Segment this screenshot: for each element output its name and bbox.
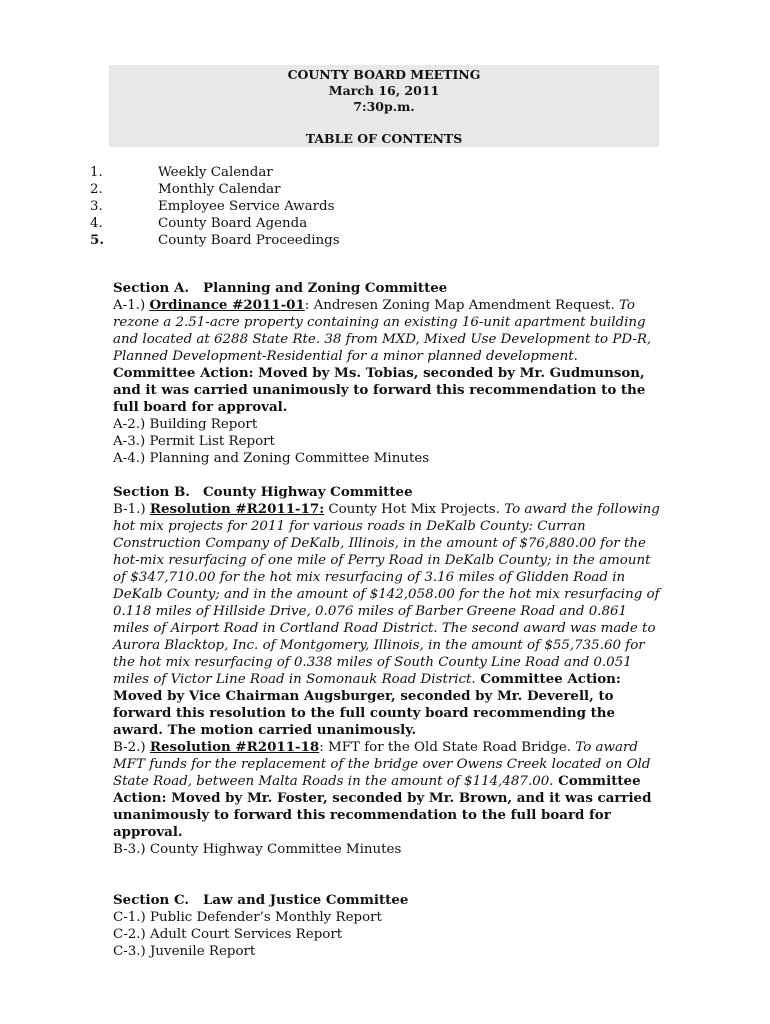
section-label: Section B. xyxy=(113,484,190,500)
item-prefix: B-2.) xyxy=(113,740,150,755)
item-description: To award the following hot mix projects for 2011 for various roads in DeKalb County: Curran Construction Company of DeKalb, Illinois, in the amount of $76,880.00 for the hot-mix resurfacing of one mile of Perry Road in DeKalb County; in the amount of $347,710.00 for the hot mix resurfacing of 3.16 miles of Glidden Road in DeKalb County; and in the amount of $142,058.00 for the hot mix resurfacing of 0.118 miles of Hillside Drive, 0.076 miles of Barber Greene Road and 0.861 miles of Airport Road in Cortland Road District. The second award was made to Aurora Blacktop, Inc. of Montgomery, Illinois, in the amount of $55,735.60 for the hot mix resurfacing of 0.338 miles of South County Line Road and 0.051 miles of Victor Line Road in Somonauk Road District. xyxy=(113,502,660,687)
item-a2: A-2.) Building Report xyxy=(113,417,258,432)
toc-number: 1. xyxy=(90,165,103,180)
ordinance-ref: Ordinance #2011-01 xyxy=(149,297,305,313)
toc-number: 2. xyxy=(90,182,103,197)
item-b1 xyxy=(113,501,661,739)
toc-item xyxy=(90,215,340,232)
toc-number: 3. xyxy=(90,199,103,214)
item-c1: C-1.) Public Defender’s Monthly Report xyxy=(113,910,382,925)
section-title: Planning and Zoning Committee xyxy=(203,280,448,296)
section-title: Law and Justice Committee xyxy=(203,892,409,908)
item-colon: : xyxy=(304,298,310,313)
item-text: Andresen Zoning Map Amendment Request. xyxy=(309,298,619,313)
meeting-date: March 16, 2011 xyxy=(328,83,440,98)
document-body xyxy=(113,280,661,960)
toc-item xyxy=(90,164,340,181)
toc-label: County Board Proceedings xyxy=(158,233,340,248)
section-label: Section A. xyxy=(113,280,189,296)
toc-item xyxy=(90,232,340,249)
toc-label: Monthly Calendar xyxy=(158,182,281,197)
item-text: County Hot Mix Projects. xyxy=(324,502,505,517)
meeting-title: COUNTY BOARD MEETING xyxy=(287,67,481,82)
section-b-heading xyxy=(113,484,661,501)
committee-action: Committee Action: Moved by Ms. Tobias, seconded by Mr. Gudmunson, and it was carried unanimously to forward this recommendation to the full board for approval. xyxy=(113,365,646,415)
item-c3: C-3.) Juvenile Report xyxy=(113,944,256,959)
toc-item xyxy=(90,198,340,215)
item-text: : MFT for the Old State Road Bridge. xyxy=(319,740,576,755)
committee-action: Committee Action: Moved by Vice Chairman Augsburger, seconded by Mr. Deverell, to forward this resolution to the full county board recommending the award. The motion carried unanimously. xyxy=(113,671,621,738)
toc-label: Weekly Calendar xyxy=(158,165,273,180)
toc-title: TABLE OF CONTENTS xyxy=(305,131,463,146)
item-b2 xyxy=(113,739,661,841)
table-of-contents xyxy=(90,164,340,249)
item-c2: C-2.) Adult Court Services Report xyxy=(113,927,343,942)
section-title: County Highway Committee xyxy=(203,484,413,500)
item-a1 xyxy=(113,297,661,416)
committee-action: Committee Action: Moved by Mr. Foster, seconded by Mr. Brown, and it was carried unanimously to forward this recommendation to the full board for approval. xyxy=(113,773,652,840)
section-a-heading xyxy=(113,280,661,297)
toc-number: 4. xyxy=(90,216,103,231)
item-prefix: A-1.) xyxy=(113,298,150,313)
toc-number: 5. xyxy=(90,232,104,248)
item-description: To award MFT funds for the replacement of the bridge over Owens Creek located on Old State Road, between Malta Roads in the amount of $114,487.00. xyxy=(113,740,651,789)
toc-label: Employee Service Awards xyxy=(158,199,335,214)
item-b3: B-3.) County Highway Committee Minutes xyxy=(113,842,402,857)
item-description: To rezone a 2.51-acre property containing an existing 16-unit apartment building and located at 6288 State Rte. 38 from MXD, Mixed Use Development to PD-R, Planned Development-Residential for a minor planned development. xyxy=(113,298,652,364)
item-a3: A-3.) Permit List Report xyxy=(113,434,275,449)
toc-item xyxy=(90,181,340,198)
toc-label: County Board Agenda xyxy=(158,216,308,231)
meeting-time: 7:30p.m. xyxy=(353,99,415,114)
section-c-heading xyxy=(113,892,661,909)
section-label: Section C. xyxy=(113,892,190,908)
resolution-ref: Resolution #R2011-18 xyxy=(149,739,320,755)
item-prefix: B-1.) xyxy=(113,502,150,517)
item-a4: A-4.) Planning and Zoning Committee Minutes xyxy=(113,451,430,466)
resolution-ref: Resolution #R2011-17: xyxy=(149,501,325,517)
document-header xyxy=(109,65,659,147)
